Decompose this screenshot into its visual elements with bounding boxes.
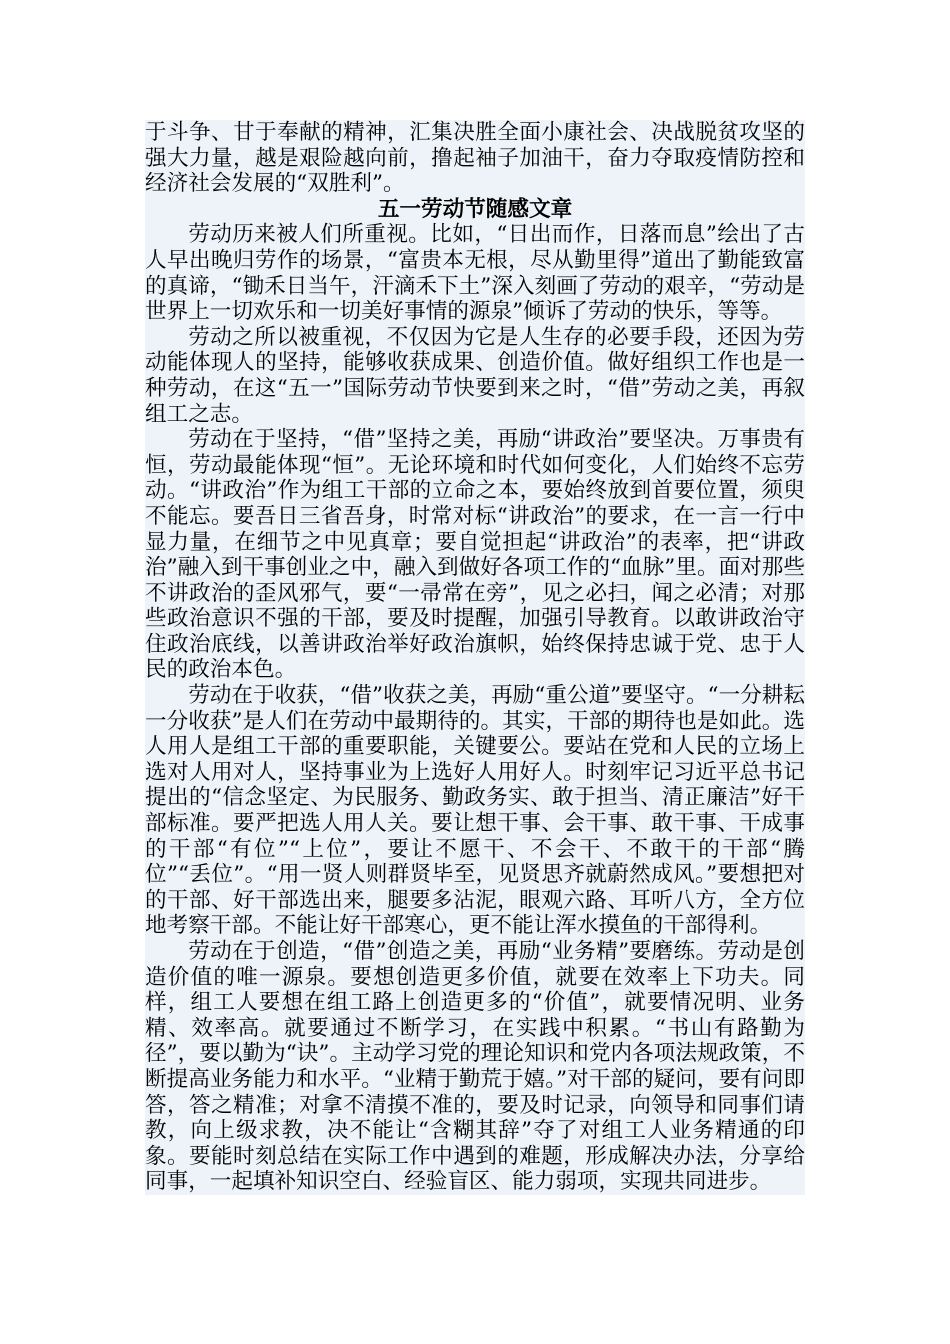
paragraph-3: 劳动在于坚持，“借”坚持之美，再励“讲政治”要坚决。万事贵有恒，劳动最能体现“恒”。无论环境和时代如何变化，人们始终不忘劳动。“讲政治”作为组工干部的立命之本，要始终放到首要位置，须臾不能忘。要吾日三省吾身，时常对标“讲政治”的要求，在一言一行中显力量，在细节之中见真章；要自觉担起“讲政治”的表率，把“讲政治”融入到干事创业之中，融入到做好各项工作的“血脉”里。面对那些不讲政治的歪风邪气，要“一帚常在旁”，见之必扫，闻之必清；对那些政治意识不强的干部，要及时提醒，加强引导教育。以敢讲政治守住政治底线，以善讲政治举好政治旗帜，始终保持忠诚于党、忠于人民的政治本色。: [145, 427, 805, 683]
paragraph-2: 劳动之所以被重视，不仅因为它是人生存的必要手段，还因为劳动能体现人的坚持，能够收获成果、创造价值。做好组织工作也是一种劳动，在这“五一”国际劳动节快要到来之时，“借”劳动之美，再叙组工之志。: [145, 324, 805, 427]
paragraph-4: 劳动在于收获，“借”收获之美，再励“重公道”要坚守。“一分耕耘一分收获”是人们在劳动中最期待的。其实，干部的期待也是如此。选人用人是组工干部的重要职能，关键要公。要站在党和人民的立场上选对人用对人，坚持事业为上选好人用好人。时刻牢记习近平总书记提出的“信念坚定、为民服务、勤政务实、敢于担当、清正廉洁”好干部标准。要严把选人用人关。要让想干事、会干事、敢干事、干成事的干部“有位”“上位”，要让不愿干、不会干、不敢干的干部“腾位”“丢位”。“用一贤人则群贤毕至，见贤思齐就蔚然成风。”要想把对的干部、好干部选出来，腿要多沾泥，眼观六路、耳听八方，全方位地考察干部。不能让好干部寒心，更不能让浑水摸鱼的干部得利。: [145, 683, 805, 939]
article-title: 五一劳动节随感文章: [377, 196, 573, 222]
paragraph-5: 劳动在于创造，“借”创造之美，再励“业务精”要磨练。劳动是创造价值的唯一源泉。要想创造更多价值，就要在效率上下功夫。同样，组工人要想在组工路上创造更多的“价值”，就要情况明、业务精、效率高。就要通过不断学习，在实践中积累。“书山有路勤为径”，要以勤为“诀”。主动学习党的理论知识和党内各项法规政策，不断提高业务能力和水平。“业精于勤荒于嬉。”对干部的疑问，要有问即答，答之精准；对拿不清摸不准的，要及时记录，向领导和同事们请教，向上级求教，决不能让“含糊其辞”夺了对组工人业务精通的印象。要能时刻总结在实际工作中遇到的难题，形成解决办法，分享给同事，一起填补知识空白、经验盲区、能力弱项，实现共同进步。: [145, 939, 805, 1195]
document-body: [145, 120, 805, 1195]
continuation-paragraph: 于斗争、甘于奉献的精神，汇集决胜全面小康社会、决战脱贫攻坚的强大力量，越是艰险越向前，撸起袖子加油干，奋力夺取疫情防控和经济社会发展的“双胜利”。: [145, 120, 805, 197]
paragraph-1: 劳动历来被人们所重视。比如，“日出而作，日落而息”绘出了古人早出晚归劳作的场景，“富贵本无根，尽从勤里得”道出了勤能致富的真谛，“锄禾日当午，汗滴禾下土”深入刻画了劳动的艰辛，“劳动是世界上一切欢乐和一切美好事情的源泉”倾诉了劳动的快乐，等等。: [145, 222, 805, 325]
